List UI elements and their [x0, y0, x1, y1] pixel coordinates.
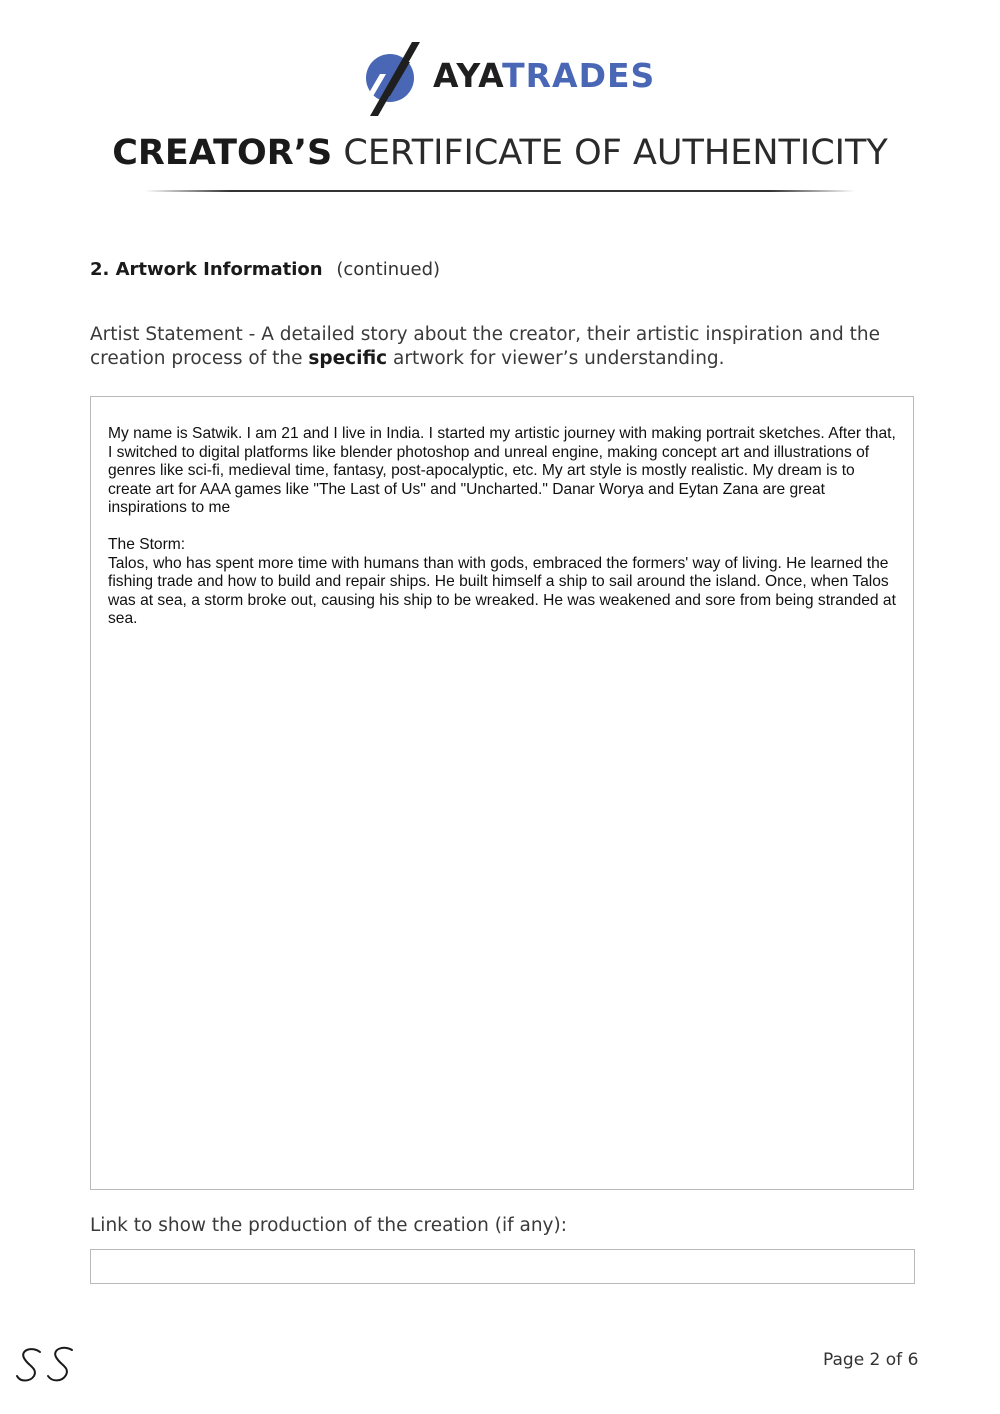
- section-heading: [90, 259, 440, 280]
- section-heading-suffix: (continued): [336, 259, 441, 280]
- ayatrades-logo-icon: [360, 38, 424, 116]
- artist-statement-label: [90, 323, 910, 371]
- brand-name-part1: AYA: [433, 56, 503, 95]
- page-number: Page 2 of 6: [823, 1350, 919, 1370]
- production-link-input[interactable]: [90, 1249, 915, 1284]
- signature-image: [14, 1344, 76, 1384]
- brand-logo: [360, 38, 656, 118]
- brand-name-part2: TRADES: [502, 56, 656, 95]
- artist-statement-label-bold: specific: [308, 348, 388, 369]
- statement-paragraph-title: The Storm:: [108, 536, 186, 553]
- paragraph-spacer: [108, 518, 898, 537]
- production-link-label: Link to show the production of the creation (if any):: [90, 1215, 567, 1236]
- brand-name: [433, 56, 655, 95]
- section-heading-title: 2. Artwork Information: [90, 259, 323, 280]
- page-title: [0, 133, 1000, 173]
- artist-statement-label-part1: Artist Statement - A detailed story about the creator, their artistic inspiration and the creation process of the: [90, 324, 881, 369]
- page-title-bold: CREATOR’S: [112, 133, 333, 173]
- artist-statement-field[interactable]: [90, 396, 914, 1190]
- page-title-rest: CERTIFICATE OF AUTHENTICITY: [332, 133, 888, 173]
- title-divider: [145, 190, 855, 192]
- statement-paragraph-story: Talos, who has spent more time with humans than with gods, embraced the formers' way of living. He learned the fishing trade and how to build and repair ships. He built himself a ship to sail around the island. Once, when Talos was at sea, a storm broke out, causing his ship to be wreaked. He was weakened and sore from being stranded at sea.: [108, 554, 896, 627]
- artist-statement-label-part2: artwork for viewer’s understanding.: [387, 348, 725, 369]
- statement-paragraph-bio: My name is Satwik. I am 21 and I live in India. I started my artistic journey with making portrait sketches. After that, I switched to digital platforms like blender photoshop and unreal engine, making concept art and illustrations of genres like sci-fi, medieval time, fantasy, post-apocalyptic, etc. My art style is mostly realistic. My dream is to create art for AAA games like "The Last of Us" and "Uncharted." Danar Worya and Eytan Zana are great inspirations to me: [108, 425, 896, 516]
- artist-statement-text: [108, 425, 898, 629]
